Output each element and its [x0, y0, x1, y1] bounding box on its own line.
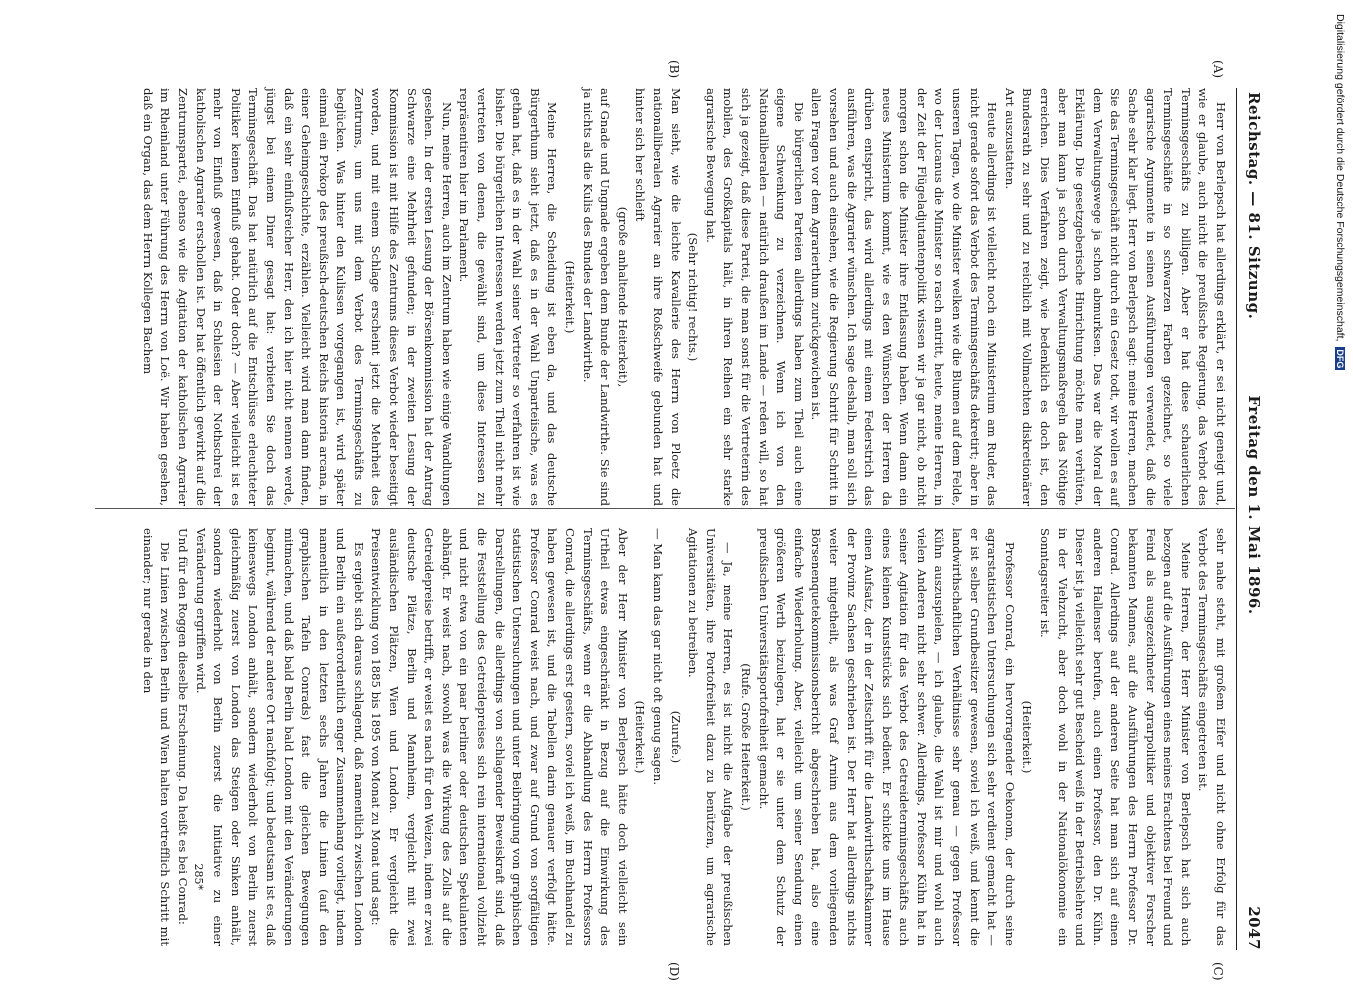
paragraph: Die bürgerlichen Parteien allerdings haben zum Theil auch eine eigene Schwenkung zu verzeichnen. Wenn ich von den Nationalliberalen — natürlich draußen im Lande — reden will, so hat sich ja gezeigt, daß diese Partei, die man sonst für die Vertreterin des mobilen, des Großkapitals hält, in ihren Reihen ein sehr starke agrarische Bewegung hat.	[703, 88, 806, 506]
paragraph: (Heiterkeit.)	[563, 260, 578, 334]
column-divider	[95, 508, 1235, 509]
paragraph: Heute allerdings ist vielleicht noch ein Ministerium am Ruder, das nicht gerade sofort das Verbot des Terminsgeschäfts dekretirt; aber in unseren Tagen, wo die Minister welken wie die Blumen auf dem Felde, wo der Lucanus die Minister so rasch antritt, heute, meine Herren, in der Zeit der Flügeladjutantenpolitik wissen wir ja gar nicht, ob nicht morgen schon die Minister ihre Entlassung haben. Wenn dann ein neues Ministerium kommt, wie es den Wünschen der Herren da drüben entspricht, das wird allerdings mit einem Federstrich das ausführen, was die Agrarier wünschen. Ich sage deshalb, man soll sich vorsehen und auch einsehen, wie die Regierung Schritt für Schritt in allen Fragen vor dem Agrarierthum zurückgewichen ist.	[809, 88, 1000, 506]
paragraph: Meine Herren, der Herr Minister von Berlepsch hat sich auch bezogen auf die Ausführungen eines meines Erachtens bei Freund und Feind als ausgezeichneter Agrarpolitiker und objektiver Forscher bekannten Mannes, auf die Ausführungen des Herrn Professor Dr. Conrad. Allerdings auf der anderen Seite hat man sich auf einen anderen Hallenser berufen, auch einen Professor, den Dr. Kühn. Dieser ist ja vielleicht sehr gut Bescheid weiß in der Betriebslehre und in der Viehzucht, aber doch wohl in der Nationalökonomie ein Sonntagsreiter ist.	[1038, 528, 1193, 946]
paragraph: Nun, meine Herren, auch im Zentrum haben wie einige Wandlungen gesehen. In der ersten Lesung der Börsenkommission hat der Antrag Schwarze eine Mehrheit gefunden; in der zweiten Lesung der Kommission ist mit Hilfe des Zentrums dieses Verbot wieder beseitigt worden, und mit einem Schlage erscheint jetzt die Mehrheit des Zentrums, um uns mit dem Verbot des Terminsgeschäfts zu beglücken. Was hinter den Kulissen vorgegangen ist, wird später einmal ein Prokop des preußisch-deutschen Reichs historia arcana, in einer Geheimgeschichte, erzählen. Vielleicht wird man dann finden, daß ein sehr einflußreicher Herr, den ich hier nicht nennen werde, jüngst bei einem Diner gesagt hat: verbieten Sie doch das Terminsgeschäft. Das hat natürlich auf die Entschlüsse erleuchteter Politiker keinen Einfluß gehabt. Oder doch? — Aber vielleicht ist es mehr von Einfluß gewesen, daß in Schlesien der Nothschrei der katholischen Agrarier erschollen ist. Der hat öffentlich gewirkt auf die Zentrumspartei, ebenso wie die Agitation der katholischen Agrarier im Rheinland unter Führung des Herrn von Loë. Wir haben gesehen, daß ein Organ, das dem Herrn Kollegen Bachem	[140, 88, 454, 506]
paragraph: auf Gnade und Ungnade ergeben dem Bunde der Landwirthe. Sie sind ja nichts als die Kulis des Bundes der Landwirthe.	[580, 88, 613, 506]
page-signature: 285*	[192, 863, 205, 890]
margin-mark-b: (B)	[667, 60, 681, 79]
right-column	[138, 528, 1229, 946]
margin-mark-a: (A)	[1211, 60, 1225, 79]
paragraph: Aber der Herr Minister von Berlepsch hätte doch vielleicht sein Urtheil etwas eingeschränkt in Bezug auf die Einwirkung des Terminsgeschäfts, wenn er die Abhandlung des Herrn Professors Conrad, die allerdings erst gestern, soviel ich weiß, im Buchhandel zu haben gewesen ist, und die Tabellen darin genauer verfolgt hätte. Professor Conrad weist nach, und zwar auf Grund von sorgfältigen statistischen Untersuchungen und unter Beibringung von graphischen Darstellungen, die allerdings von schlagender Beweiskraft sind, daß die Feststellung des Getreidepreises sich rein international vollzieht und nicht etwa von ein paar berliner oder deutschen Spekulanten abhängt. Er weist nach, sowohl was die Wirkung des Zolls auf die Getreidepreise betrifft, er weist es nach für den Weizen, indem er zwei deutsche Plätze, Berlin und Mannheim, vergleicht mit zwei ausländischen Plätzen, Wien und London. Er vergleicht die Preisentwicklung von 1885 bis 1895 von Monat zu Monat und sagt:	[369, 528, 630, 946]
paragraph: Herr von Berlepsch hat allerdings erklärt, er sei nicht geneigt und, wie er glaube, auch nicht die preußische Regierung, das Verbot des Terminsgeschäfts zu billigen. Aber er hat diese schauerlichen Terminsgeschäfte in so schwarzen Farben gezeichnet, so viele agrarische Argumente in seinen Ausführungen verwendet, daß die Sache sehr klar liegt. Herr von Berlepsch sagt: meine Herren, machen Sie das Terminsgeschäft nicht durch ein Gesetz todt, wir wollen es auf dem Verwaltungswege ja schon abmurksen. Das war die Moral der Erklärung. Die gesetzgeberische Hinrichtung möchte man verhüten, aber man kann ja schon durch Verwaltungsmaßregeln das Nöthige erreichen. Dies Verfahren zeigt, wie bedenklich es doch ist, den Bundesrath zu sehr und zu reichlich mit Vollmachten diskretionärer Art auszustatten.	[1002, 88, 1228, 506]
credit-strip	[1330, 10, 1350, 995]
margin-mark-d: (D)	[667, 962, 681, 981]
paragraph: Man sieht, wie die leichte Kavallerie des Herrn von Ploetz die nationalliberalen Agrarier an ihre Roßschweife gebunden hat und hinter sich her schleift	[633, 88, 683, 506]
paragraph: Es ergiebt sich daraus schlagend, daß namentlich zwischen London und Berlin ein außerordentlich enger Zusammenhang vorliegt, indem namentlich in den letzten sechs Jahren die Linien (auf den graphischen Tafeln Conrads) fast die gleichen Bewegungen mitmachen, und daß bald Berlin bald London mit den Veränderungen beginnt, während der andere Ort nachfolgt; und bedeutsam ist es, daß keineswegs London anhält, sondern wiederholt von Berlin zuerst gleichmäßig zuerst von London das Steigen oder Sinken anhält, sondern wiederholt von Berlin zuerst die Initiative zu einer Veränderung ergriffen wird.	[193, 528, 366, 946]
paragraph: — Ja, meine Herren, es ist nicht die Aufgabe der preußischen Universitäten, ihre Portofreiheit dazu zu benützen, um agrarische Agitationen zu betreiben.	[686, 528, 736, 946]
page-number: 2047	[1245, 906, 1263, 950]
paragraph: — Man kann das gar nicht oft genug sagen.	[651, 528, 665, 786]
header-session: Reichstag. — 81. Sitzung.	[1245, 92, 1263, 320]
paragraph: (Heiterkeit.)	[1020, 700, 1035, 774]
header-rule	[1236, 88, 1237, 950]
credit-text	[1334, 14, 1346, 370]
paragraph: Meine Herren, die Scheidung ist eben da, und das deutsche Bürgerthum sieht jetzt, daß es in der Wahl Unparteiische, was es gethan hat, daß es in der Wahl seiner Vertreter so verfahren ist wie bisher. Die bürgerlichen Interessen werden jetzt zum Theil nicht mehr vertreten von denen, die gewählt sind, um diese Interessen zu repräsentiren hier im Parlament.	[457, 88, 560, 506]
dfg-logo: DFG	[1335, 349, 1345, 369]
left-column	[138, 88, 1229, 506]
paragraph: (Rufe. Große Heiterkeit.)	[738, 663, 753, 811]
paragraph: Die Linien zwischen Berlin und Wien halten vortrefflich Schritt mit einander; nur gerade in den	[140, 528, 173, 946]
paragraph: (Sehr richtig! rechts.)	[686, 232, 701, 362]
credit-label: Digitalisierung gefördert durch die Deutsche Forschungsgemeinschaft,	[1334, 14, 1346, 342]
paragraph: (Heiterkeit.)	[633, 700, 648, 774]
paragraph: Professor Conrad, ein hervorragender Oekonom, der durch seine agrarstatistischen Untersuchungen sich sehr verdient gemacht hat — er ist selber Grundbesitzer gewesen, soviel ich weiß, und kennt die landwirthschaftlichen Verhältnisse sehr genau — gegen Professor Kühn auszuspielen, — ich glaube, die Wahl ist mir und wohl auch vielen Anderen nicht sehr schwer. Allerdings, Professor Kühn hat in seiner Agitation für das Verbot des Getreideterminsgeschäfts auch eines kleinen Kunststücks sich bedient. Er schickte uns im Hause einen Aufsatz, der in der Zeitschrift für die Landwirthschaftskammer der Provinz Sachsen geschrieben ist. Der Herr hat allerdings nichts weiter mitgetheilt, als was Graf Arnim aus dem vorliegenden Börsenenquetekommissionsbericht abgeschrieben hat, also eine einfache Wiederholung. Aber, vielleicht um seiner Sendung einen größeren Werth beizulegen, hat er sie unter dem Schutz der preußischen Universitätsportofreiheit gemacht.	[756, 528, 1017, 946]
paragraph: (Zurufe.)	[668, 710, 683, 764]
margin-mark-c: (C)	[1211, 962, 1225, 981]
paragraph: sehr nahe steht, mit großem Eifer und nicht ohne Erfolg für das Verbot des Terminsgeschäfts eingetreten ist.	[1196, 528, 1228, 946]
paragraph: Und für den Roggen dieselbe Erscheinung. Da heißt es bei Conrad:	[175, 528, 190, 925]
header-date: Freitag den 1. Mai 1896.	[1245, 395, 1263, 615]
paragraph: (große anhaltende Heiterkeit),	[615, 206, 630, 388]
running-head	[1237, 60, 1267, 950]
